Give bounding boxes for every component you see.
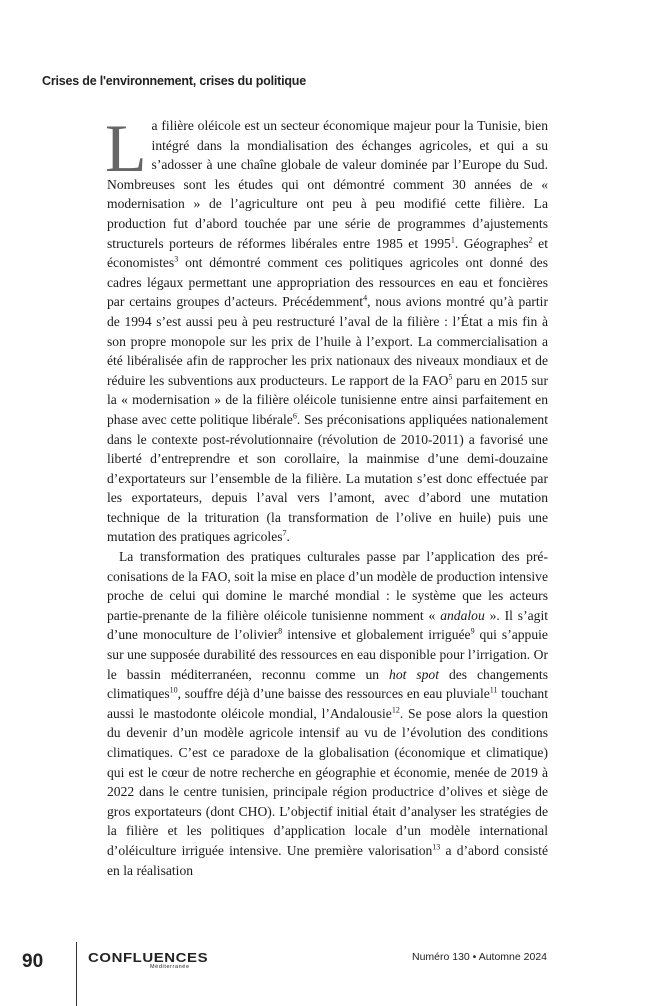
footnote-ref[interactable]: 3 (174, 254, 179, 264)
footer-divider (76, 942, 77, 1006)
page-number: 90 (22, 951, 44, 972)
text-run: touchant aussi le mastodonte oléicole mondial, l’Andalousie (107, 686, 548, 721)
text-run: a filière oléicole est un secteur économique majeur pour la Tunisie, bien intégré dans la mondialisation des échanges agricoles, et qui a su s’adosser à une chaîne globale de valeur dominée par l’Europe du Sud. Nombreuses sont les études qui ont démontré comment 30 années de « modernisation » de l’agriculture ont peu à peu modifié cette filière. La production fut d’abord touchée par une série de programmes d’ajustements structurels porteurs de réformes libérales entre 1985 et 1995 (107, 118, 548, 251)
running-head: Crises de l'environnement, crises du politique (42, 74, 306, 88)
footnote-ref[interactable]: 12 (391, 705, 400, 715)
logo-subtitle: Méditerranée (150, 964, 190, 970)
text-run: . (286, 529, 290, 545)
footnote-ref[interactable]: 13 (432, 842, 441, 852)
paragraph-1 (105, 110, 548, 547)
issue-info: Numéro 130 • Automne 2024 (411, 951, 547, 963)
text-run: qui s’appuie sur une supposée durabilité des ressources en eau disponible pour l’irrigation. Or le bassin méditerranéen, reconnu comme un (107, 627, 548, 682)
journal-logo (88, 950, 209, 970)
text-run: . Ses préconisations appliquées nationalement dans le contexte post-révolutionnaire (révolution de 2010-2011) a favorisé une liberté d’entreprendre et son corollaire, la mainmise d’une demi-douzaine d’exportateurs sur l’ensemble de la filière. La mutation s’est donc effectuée par les exportateurs, depuis l’aval vers l’amont, avec d’abord une mutation technique de la trituration (la transformation de l’olive en huile) puis une mutation des pratiques agricoles (107, 411, 548, 545)
italic-term: andalou (440, 607, 485, 623)
text-run: , souffre déjà d’une baisse des ressources en eau pluviale (177, 686, 490, 702)
footnote-ref[interactable]: 10 (169, 685, 178, 695)
footnote-ref[interactable]: 2 (528, 235, 533, 245)
footnote-ref[interactable]: 1 (450, 235, 455, 245)
footnote-ref[interactable]: 9 (470, 626, 475, 636)
text-run: intensive et globalement irriguée (282, 627, 471, 643)
footnote-ref[interactable]: 6 (292, 411, 297, 421)
footnote-ref[interactable]: 5 (448, 372, 453, 382)
footnote-ref[interactable]: 11 (489, 685, 498, 695)
text-run: . Géographes (454, 235, 529, 251)
text-run: , nous avions montré qu’à partir de 1994 s’est aussi peu à peu restructuré l’aval de la filière : l’État a mis fin à son propre monopole sur les prix de l’huile à l’export. La commercialisation a été libéralisée afin de rapprocher les prix nationaux des niveaux mondiaux et de réduire les subventions aux producteurs. Le rapport de la FAO (107, 294, 548, 388)
article-body (105, 110, 548, 880)
footnote-ref[interactable]: 7 (282, 528, 287, 538)
italic-term: hot spot (389, 666, 439, 682)
text-run: des changements climatiques (107, 666, 548, 702)
paragraph-2 (107, 547, 548, 880)
text-run: paru en 2015 sur la « modernisation » de la filière oléicole tunisienne entre ainsi parfaitement en phase avec cette politique libérale (107, 372, 548, 427)
text-run: ont démontré comment ces politiques agricoles ont donné des cadres légaux permettant une appropriation des ressources en eau et foncières par certains groupes d’acteurs. Précédemment (107, 255, 548, 310)
text-run: a d’abord consisté en la réalisation (107, 842, 548, 878)
footnote-ref[interactable]: 8 (278, 626, 283, 636)
text-run: ». Il s’agit d’une monoculture de l’olivier (107, 607, 548, 643)
logo-wordmark: CONFLUENCES (88, 950, 209, 965)
drop-cap: L (105, 110, 147, 186)
footnote-ref[interactable]: 4 (363, 293, 368, 303)
text-run: . Se pose alors la question du devenir d’un modèle agricole intensif au vu de l’évolution des conditions climatiques. C’est ce paradoxe de la globalisation (économique et climatique) qui est le cœur de notre recherche en géographie et économie, menée de 2019 à 2022 dans le centre tunisien, principale région productrice d’olives et siège de gros exportateurs (dont CHO). L’objectif initial était d’analyser les stratégies de la filière et les politiques d’application locale d’un modèle international d’oléiculture irriguée intensive. Une première valorisation (107, 705, 548, 858)
text-run: et économistes (107, 235, 548, 271)
text-run: La transformation des pratiques culturales passe par l’application des préconisations de la FAO, soit la mise en place d’un modèle de production intensive proche de celui qui domine le marché mondial : le système que les acteurs partie-prenante de la filière oléicole tunisienne nomment « (107, 549, 548, 623)
